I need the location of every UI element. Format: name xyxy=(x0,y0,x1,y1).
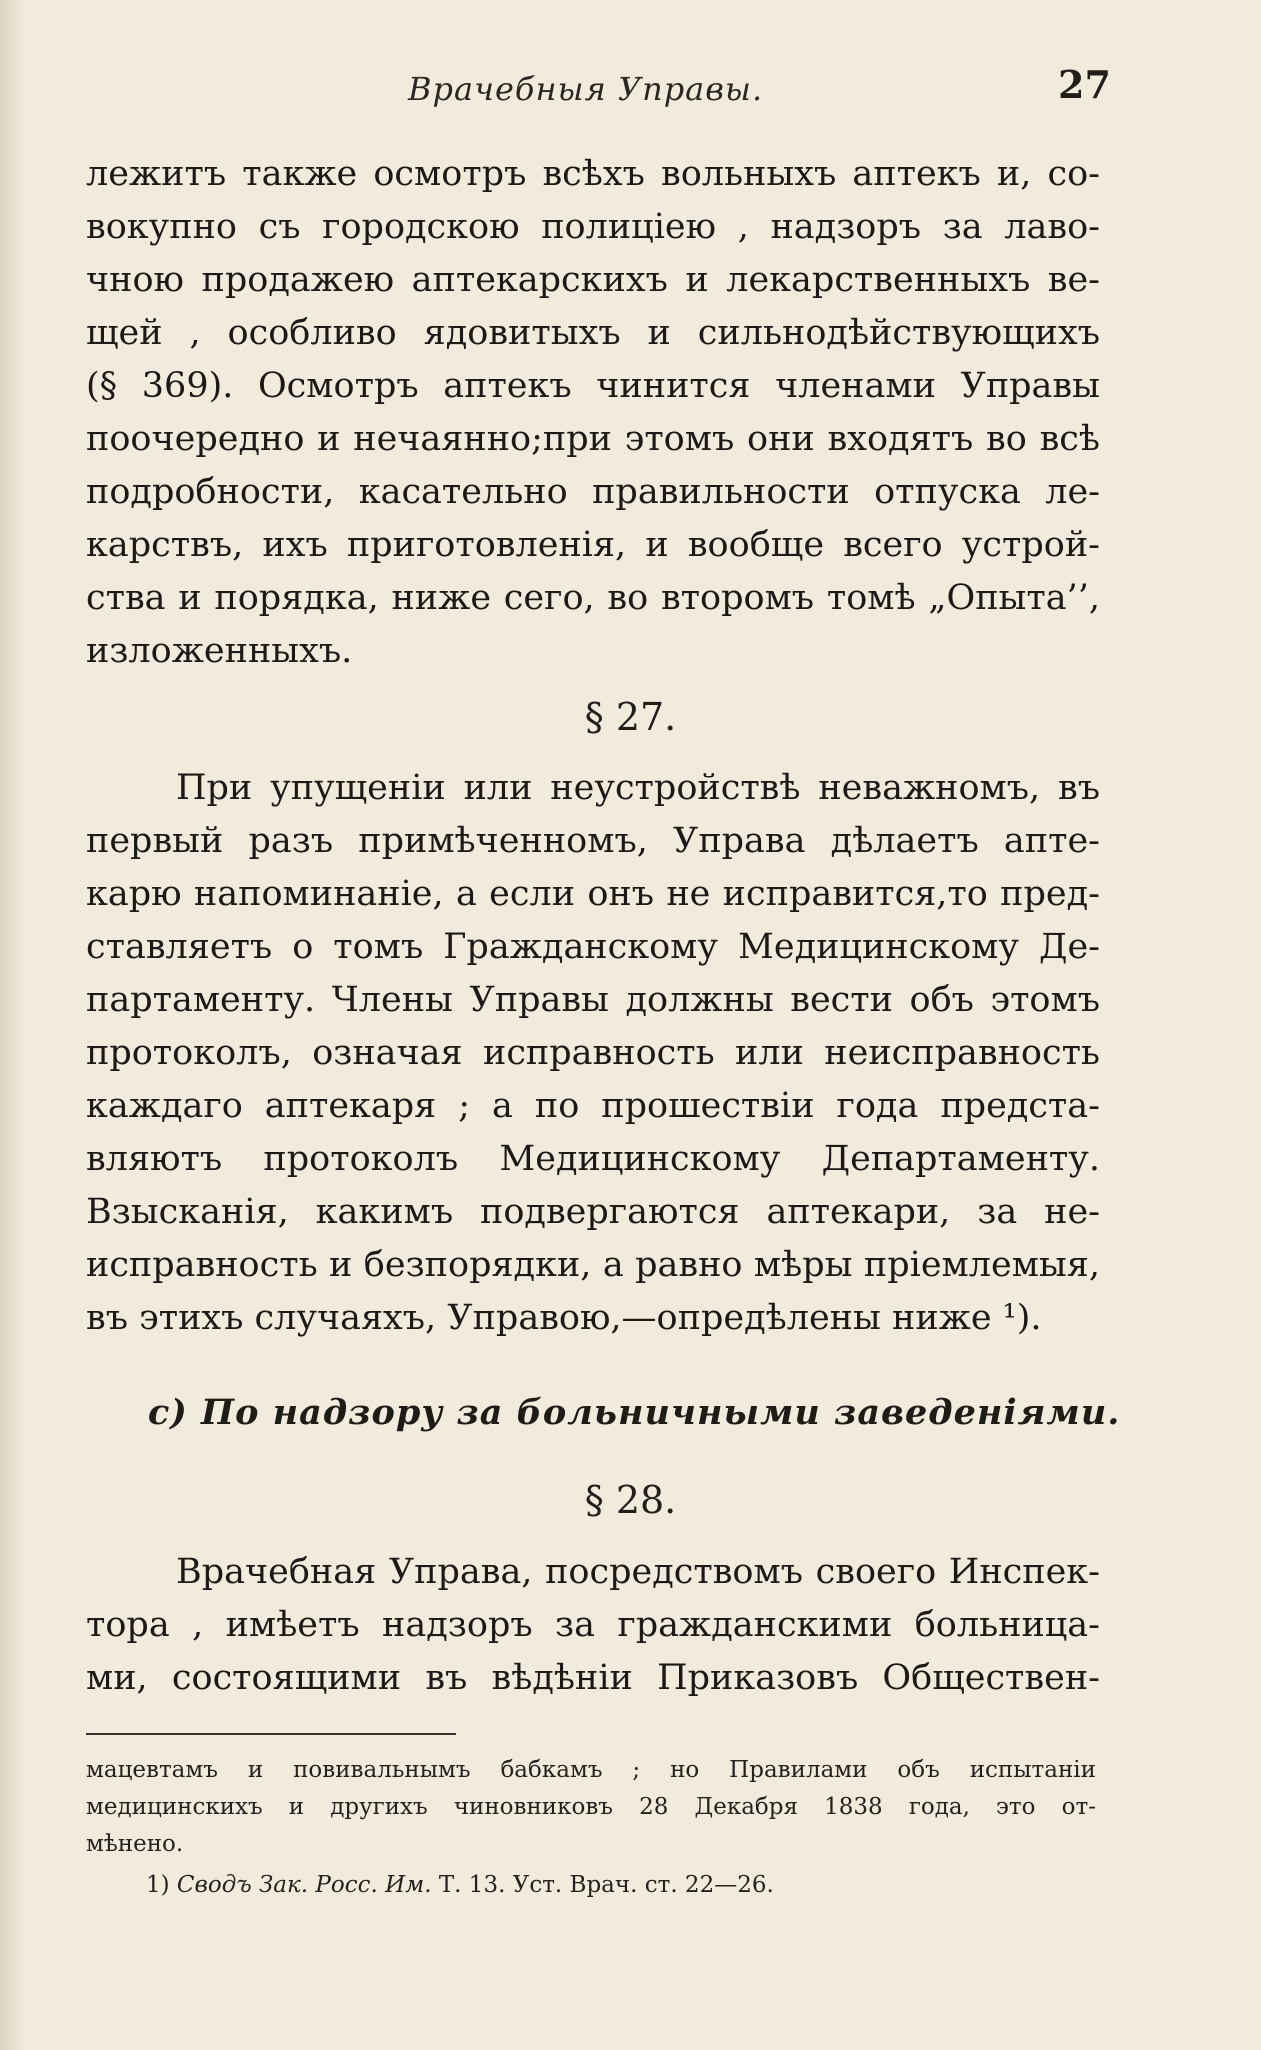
text-line: исправность и безпорядки, а равно мѣры прiемлемыя, xyxy=(86,1245,1100,1285)
footnote-divider xyxy=(86,1733,456,1735)
text-line: изложенныхъ. xyxy=(86,631,353,671)
page-edge-shadow xyxy=(0,0,24,2050)
text-line: Взысканiя, какимъ подвергаются аптекари, за не- xyxy=(86,1192,1100,1232)
subheading-hospitals: c) По надзору за больничными заведенiями. xyxy=(148,1392,1121,1433)
paragraph-2 xyxy=(86,762,1100,1345)
page-number: 27 xyxy=(1058,62,1111,107)
text-line: ства и порядка, ниже сего, во второмъ томѣ „Опыта’’, xyxy=(86,578,1100,618)
paragraph-3 xyxy=(86,1546,1100,1705)
text-line: вляютъ протоколъ Медицинскому Департаменту. xyxy=(86,1139,1100,1179)
text-line: При упущенiи или неустройствѣ неважномъ, въ xyxy=(176,768,1100,808)
footnote-line: мацевтамъ и повивальнымъ бабкамъ ; но Правилами объ испытанiи xyxy=(86,1757,1096,1783)
section-27-heading: § 27. xyxy=(584,695,677,739)
text-line: партаменту. Члены Управы должны вести объ этомъ xyxy=(86,980,1100,1020)
text-line: подробности, касательно правильности отпуска ле- xyxy=(86,472,1100,512)
footnote-1-reference: Т. 13. Уст. Врач. ст. 22—26. xyxy=(438,1872,774,1898)
text-line: (§ 369). Осмотръ аптекъ чинится членами Управы xyxy=(86,366,1100,406)
running-title: Врачебныя Управы. xyxy=(408,70,764,108)
footnote-1-source: Сводъ Зак. Росс. Им. xyxy=(176,1872,432,1898)
footnote-line: медицинскихъ и другихъ чиновниковъ 28 Декабря 1838 года, это от- xyxy=(86,1794,1096,1820)
section-28-heading: § 28. xyxy=(584,1478,677,1522)
text-line: поочередно и нечаянно;при этомъ они входятъ во всѣ xyxy=(86,419,1100,459)
text-line: каждаго аптекаря ; а по прошествiи года предста- xyxy=(86,1086,1100,1126)
text-line: вокупно съ городскою полицiею , надзоръ за лаво- xyxy=(86,207,1100,247)
text-line: щей , особливо ядовитыхъ и сильнодѣйствующихъ xyxy=(86,313,1100,353)
footnotes xyxy=(86,1752,1096,1904)
text-line: чною продажею аптекарскихъ и лекарственныхъ ве- xyxy=(86,260,1100,300)
footnote-1-marker: 1) xyxy=(146,1872,170,1898)
text-line: ставляетъ о томъ Гражданскому Медицинскому Де- xyxy=(86,927,1100,967)
text-line: Врачебная Управа, посредствомъ своего Инспек- xyxy=(176,1552,1100,1592)
text-line: лежитъ также осмотръ всѣхъ вольныхъ аптекъ и, со- xyxy=(86,154,1100,194)
text-line: тора , имѣетъ надзоръ за гражданскими больница- xyxy=(86,1605,1100,1645)
footnote-1 xyxy=(86,1867,1096,1904)
text-line: первый разъ примѣченномъ, Управа дѣлаетъ апте- xyxy=(86,821,1100,861)
text-line: карю напоминанiе, а если онъ не исправится,то пред- xyxy=(86,874,1100,914)
text-line: въ этихъ случаяхъ, Управою,—опредѣлены ниже ¹). xyxy=(86,1298,1042,1338)
running-head xyxy=(0,62,1261,122)
text-line: протоколъ, означая исправность или неисправность xyxy=(86,1033,1100,1073)
text-line: ми, состоящими въ вѣдѣнiи Приказовъ Обществен- xyxy=(86,1658,1100,1698)
paragraph-1 xyxy=(86,148,1100,678)
text-line: карствъ, ихъ приготовленiя, и вообще всего устрой- xyxy=(86,525,1100,565)
footnote-line: мѣнено. xyxy=(86,1831,184,1857)
